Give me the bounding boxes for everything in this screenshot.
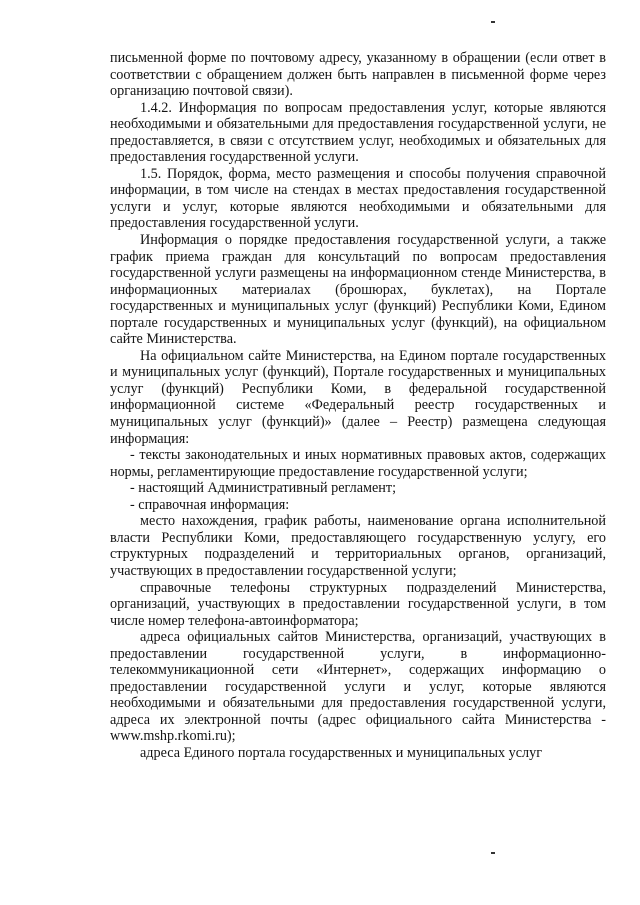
list-item-regulation: - настоящий Административный регламент; (130, 480, 397, 497)
paragraph-info-placement: Информация о порядке предоставления государственной услуги, а также график приема граждан для консультаций по вопросам предоставления государственной услуги размещены на информационном стенде Министерства, в информационных материалах (брошюрах, буклетах), на Портале государственных и муниципальных услуг (функций) Республики Коми, Едином портале государственных и муниципальных услуг (функций), на официальном сайте Министерства. (110, 232, 606, 348)
document-body (110, 50, 606, 762)
scan-mark (491, 21, 495, 23)
list-item-legal-acts: - тексты законодательных и иных нормативных правовых актов, содержащих нормы, регламентирующие предоставление государственной услуги; (110, 447, 606, 480)
paragraph-continuation: письменной форме по почтовому адресу, указанному в обращении (если ответ в соответствии с обращением должен быть направлен в письменной форме через организацию почтовой связи). (110, 50, 606, 100)
paragraph-1-5: 1.5. Порядок, форма, место размещения и способы получения справочной информации, в том числе на стендах в местах предоставления государственной услуги и услуг, которые являются необходимыми и обязательными для предоставления государственной услуги. (110, 165, 606, 232)
paragraph-location-schedule: место нахождения, график работы, наименование органа исполнительной власти Республики Коми, предоставляющего государственную услугу, его структурных подразделений и территориальных органов, организаций, участвующих в предоставлении государственной услуги; (110, 513, 606, 579)
paragraph-official-site: На официальном сайте Министерства, на Едином портале государственных и муниципальных услуг (функций), Портале государственных и муниципальных услуг (функций) Республики Коми, в федеральной государственной информационной системе «Федеральный реестр государственных и муниципальных услуг (функций)» (далее – Реестр) размещена следующая информация: (110, 347, 606, 447)
paragraph-websites: адреса официальных сайтов Министерства, организаций, участвующих в предоставлении государственной услуги, в информационно-телекоммуникационной сети «Интернет», содержащих информацию о предоставлении государственной услуги и услуг, которые являются необходимыми и обязательными для предоставления государственной услуги, адреса их электронной почты (адрес официального сайта Министерства - www.mshp.rkomi.ru); (110, 629, 606, 745)
paragraph-1-4-2: 1.4.2. Информация по вопросам предоставления услуг, которые являются необходимыми и обязательными для предоставления государственной услуги, не предоставляется, в связи с отсутствием услуг, необходимых и обязательных для предоставления государственной услуги. (110, 99, 606, 166)
scan-mark (491, 852, 495, 854)
paragraph-phones: справочные телефоны структурных подразделений Министерства, организаций, участвующих в предоставлении государственной услуги, в том числе номер телефона-автоинформатора; (110, 579, 606, 629)
paragraph-portal-addresses: адреса Единого портала государственных и муниципальных услуг (140, 744, 543, 761)
list-item-reference-info: - справочная информация: (130, 496, 290, 513)
